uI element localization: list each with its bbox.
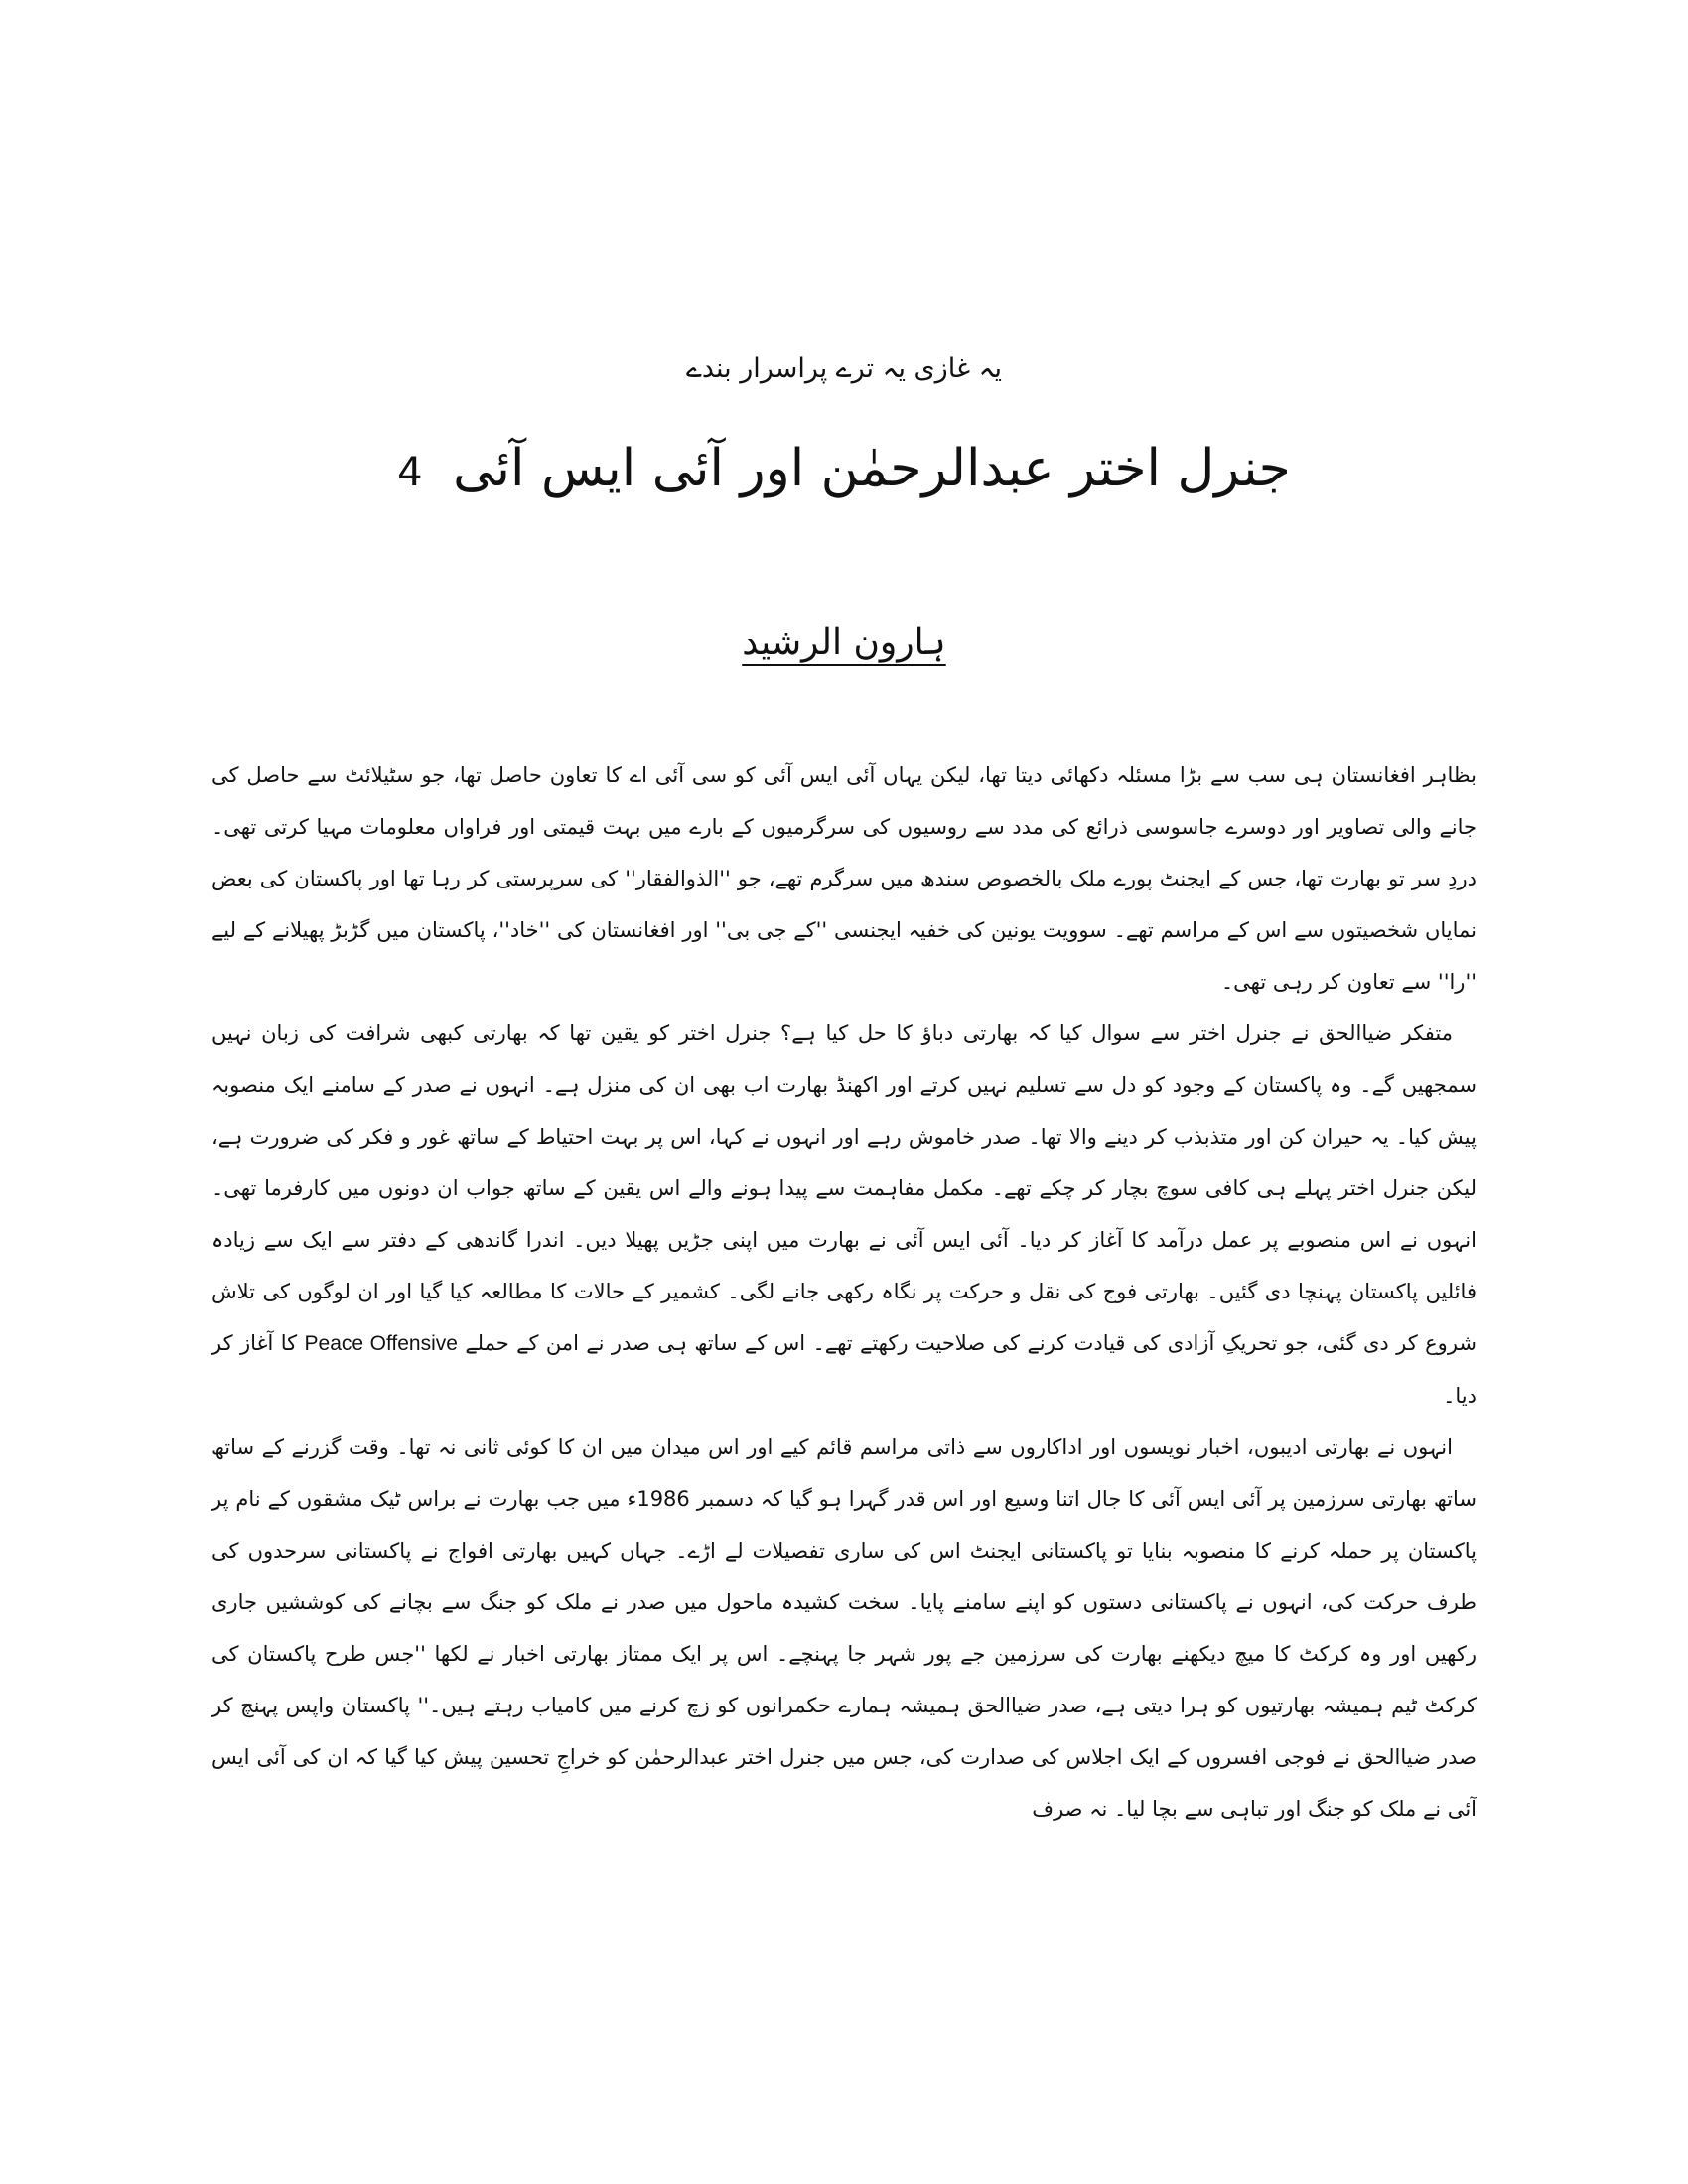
title-number: 4 [397,450,423,495]
paragraph: انہوں نے بھارتی ادیبوں، اخبار نویسوں اور اداکاروں سے ذاتی مراسم قائم کیے اور اس میدان میں ان کا کوئی ثانی نہ تھا۔ وقت گزرنے کے ساتھ ساتھ بھارتی سرزمین پر آئی ایس آئی کا جال اتنا وسیع اور اس قدر گہرا ہو گیا کہ دسمبر 1986ء میں جب بھارت نے براس ٹیک مشقوں کے نام پر پاکستان پر حملہ کرنے کا منصوبہ بنایا تو پاکستانی ایجنٹ اس کی ساری تفصیلات لے اڑے۔ جہاں کہیں بھارتی افواج نے پاکستانی سرحدوں کی طرف حرکت کی، انہوں نے پاکستانی دستوں کو اپنے سامنے پایا۔ سخت کشیدہ ماحول میں صدر نے ملک کو جنگ سے بچانے کی کوششیں جاری رکھیں اور وہ کرکٹ کا میچ دیکھنے بھارت کی سرزمین جے پور شہر جا پہنچے۔ اس پر ایک ممتاز بھارتی اخبار نے لکھا ''جس طرح پاکستان کی کرکٹ ٹیم ہمیشہ بھارتیوں کو ہرا دیتی ہے، صدر ضیاالحق ہمیشہ ہمارے حکمرانوں کو زچ کرنے میں کامیاب رہتے ہیں۔'' پاکستان واپس پہنچ کر صدر ضیاالحق نے فوجی افسروں کے ایک اجلاس کی صدارت کی، جس میں جنرل اختر عبدالرحمٰن کو خراجِ تحسین پیش کیا گیا کہ ان کی آئی ایس آئی نے ملک کو جنگ اور تباہی سے بچا لیا۔ نہ صرف [211,1435,1477,1821]
article-body [211,750,1477,1835]
author-byline [0,615,1688,671]
english-phrase: Peace Offensive [304,1332,458,1355]
title-text: جنرل اختر عبدالرحمٰن اور آئی ایس آئی [453,439,1291,498]
paragraph: بظاہر افغانستان ہی سب سے بڑا مسئلہ دکھائی دیتا تھا، لیکن یہاں آئی ایس آئی کو سی آئی اے کا تعاون حاصل تھا، جو سٹیلائٹ سے حاصل کی جانے والی تصاویر اور دوسرے جاسوسی ذرائع کی مدد سے روسیوں کی سرگرمیوں کے بارے میں بہت قیمتی اور فراواں معلومات مہیا کرتی تھی۔ دردِ سر تو بھارت تھا، جس کے ایجنٹ پورے ملک بالخصوص سندھ میں سرگرم تھے، جو ''الذوالفقار'' کی سرپرستی کر رہا تھا اور پاکستان کی بعض نمایاں شخصیتوں سے اس کے مراسم تھے۔ سوویت یونین کی خفیہ ایجنسی ''کے جی بی'' اور افغانستان کی ''خاد''، پاکستان میں گڑبڑ پھیلانے کے لیے ''را'' سے تعاون کر رہی تھی۔ [211,763,1477,994]
paragraph-text: کا آغاز کر دیا۔ [211,1331,1477,1408]
paragraph-text: متفکر ضیاالحق نے جنرل اختر سے سوال کیا کہ بھارتی دباؤ کا حل کیا ہے؟ جنرل اختر کو یقین تھا کہ بھارتی کبھی شرافت کی زبان نہیں سمجھیں گے۔ وہ پاکستان کے وجود کو دل سے تسلیم نہیں کرتے اور اکھنڈ بھارت اب بھی ان کی منزل ہے۔ انہوں نے صدر کے سامنے ایک منصوبہ پیش کیا۔ یہ حیران کن اور متذبذب کر دینے والا تھا۔ صدر خاموش رہے اور انہوں نے کہا، اس پر بہت احتیاط کے ساتھ غور و فکر کی ضرورت ہے، لیکن جنرل اختر پہلے ہی کافی سوچ بچار کر چکے تھے۔ مکمل مفاہمت سے پیدا ہونے والے اس یقین کے ساتھ جواب ان دونوں میں کارفرما تھی۔ انہوں نے اس منصوبے پر عمل درآمد کا آغاز کر دیا۔ آئی ایس آئی نے بھارت میں اپنی جڑیں پھیلا دیں۔ اندرا گاندھی کے دفتر سے ایک سے زیادہ فائلیں پاکستان پہنچا دی گئیں۔ بھارتی فوج کی نقل و حرکت پر نگاہ رکھی جانے لگی۔ کشمیر کے حالات کا مطالعہ کیا گیا اور ان لوگوں کی تلاش شروع کر دی گئی، جو تحریکِ آزادی کی قیادت کرنے کی صلاحیت رکھتے تھے۔ اس کے ساتھ ہی صدر نے امن کے حملے [211,1022,1477,1355]
tagline: یہ غازی یہ ترے پراسرار بندے [686,353,1002,384]
page-title [0,429,1688,512]
author-name: ہارون الرشید [742,622,946,663]
paragraph [211,1008,1477,1422]
